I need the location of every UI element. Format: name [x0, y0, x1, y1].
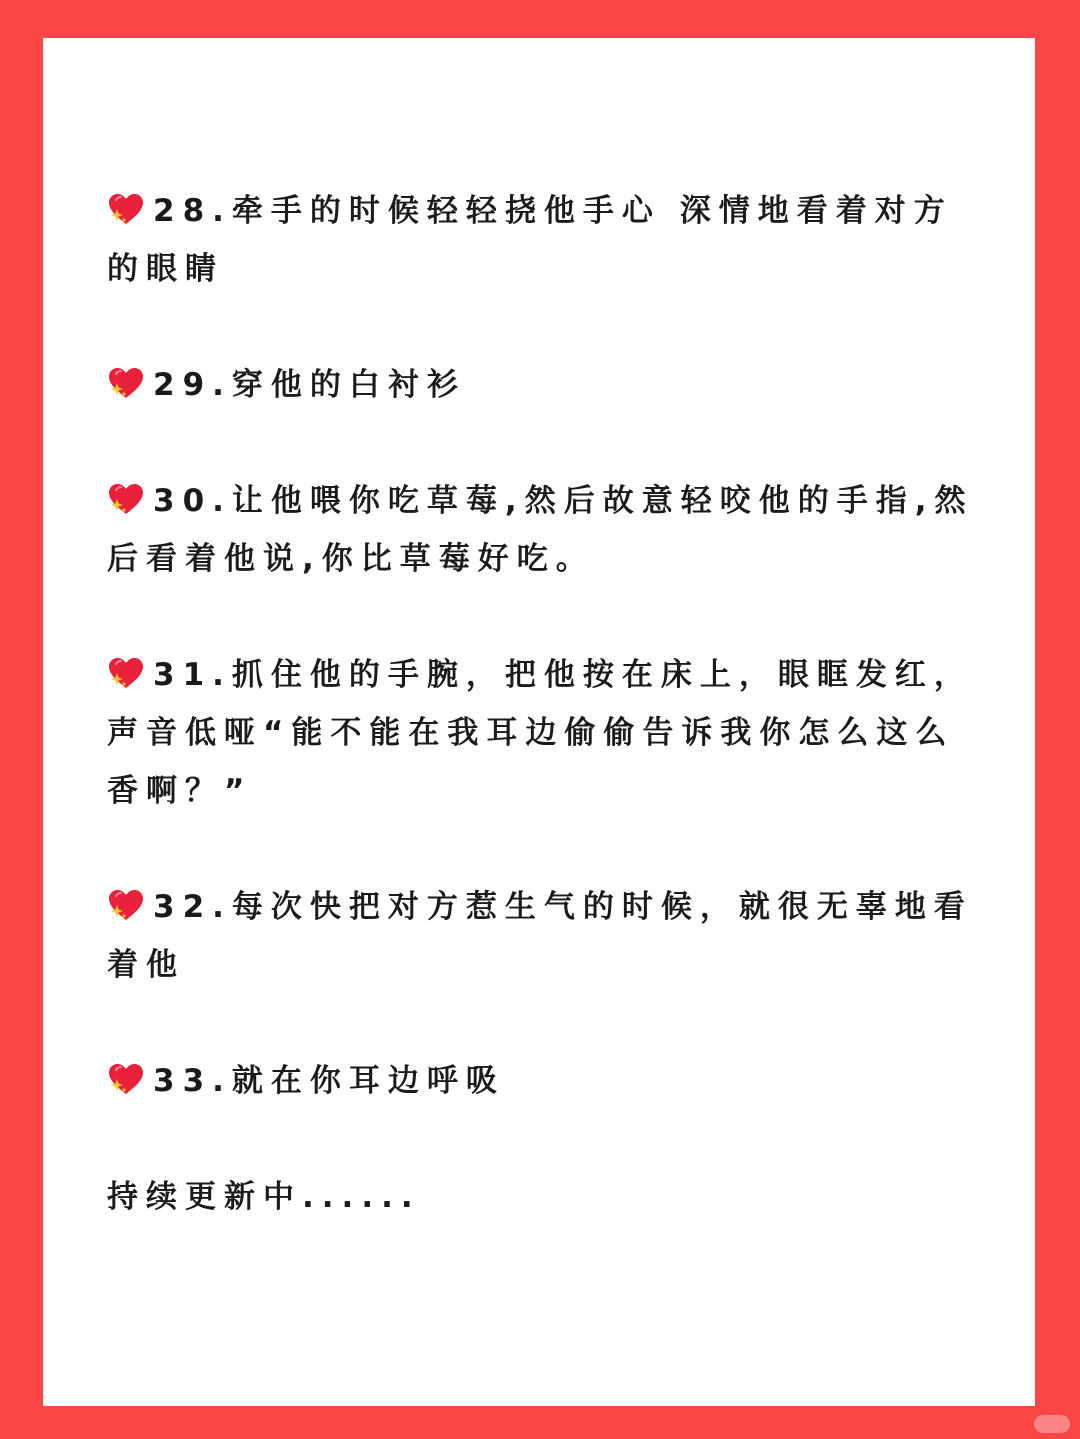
item-text: 33.就在你耳边呼吸 — [153, 1063, 505, 1099]
sparkling-heart-icon — [107, 366, 145, 400]
item-text: 30.让他喂你吃草莓,然后故意轻咬他的手指,然后看着他说,你比草莓好吃。 — [107, 483, 974, 577]
item-text: 32.每次快把对方惹生气的时候，就很无辜地看着他 — [107, 889, 973, 983]
list-item — [107, 878, 987, 994]
footer-text: 持续更新中...... — [107, 1179, 421, 1215]
list-item — [107, 1052, 987, 1110]
sparkling-heart-icon — [107, 482, 145, 516]
watermark-badge — [1034, 1415, 1070, 1433]
content-card — [43, 38, 1035, 1406]
sparkling-heart-icon — [107, 192, 145, 226]
sparkling-heart-icon — [107, 888, 145, 922]
list-item — [107, 472, 987, 588]
list-item — [107, 356, 987, 414]
list-item — [107, 646, 987, 820]
tips-list — [107, 182, 987, 1226]
item-text: 28.牵手的时候轻轻挠他手心 深情地看着对方的眼睛 — [107, 193, 953, 287]
sparkling-heart-icon — [107, 1062, 145, 1096]
sparkling-heart-icon — [107, 656, 145, 690]
list-item — [107, 182, 987, 298]
item-text: 29.穿他的白衬衫 — [153, 367, 466, 403]
item-text: 31.抓住他的手腕，把他按在床上，眼眶发红，声音低哑“能不能在我耳边偷偷告诉我你怎么这么香啊？” — [107, 657, 973, 809]
